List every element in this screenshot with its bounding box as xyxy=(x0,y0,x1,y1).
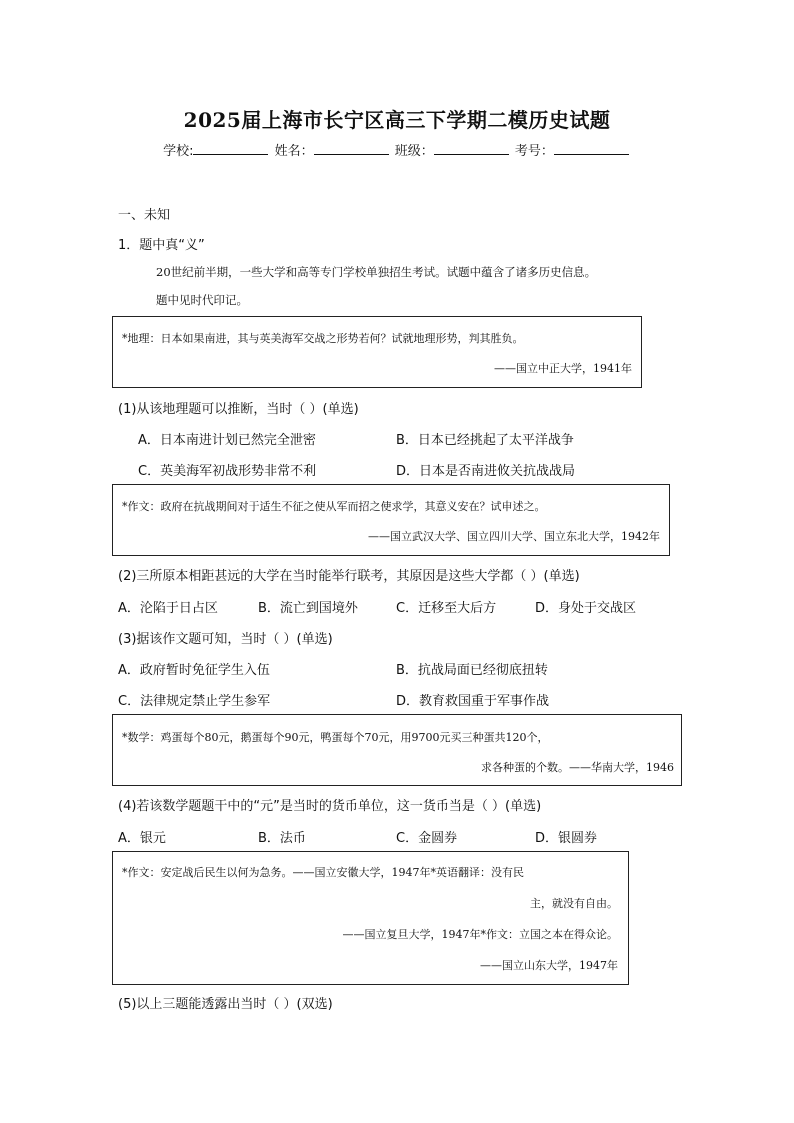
subquestion-4-option-a[interactable]: A．银元 xyxy=(118,831,166,846)
class-label: 班级： xyxy=(394,144,434,159)
subquestion-2-option-b[interactable]: B．流亡到国境外 xyxy=(258,601,358,616)
subquestion-3-option-b[interactable]: B．抗战局面已经彻底扭转 xyxy=(396,663,548,678)
subquestion-1-option-d[interactable]: D．日本是否南进攸关抗战战局 xyxy=(396,464,576,479)
section-heading: 一、未知 xyxy=(118,208,171,223)
question-1-intro-line-2: 题中见时代印记。 xyxy=(156,293,248,307)
subquestion-1-option-c[interactable]: C．英美海军初战形势非常不利 xyxy=(138,464,317,479)
subquestion-1-stem: (1)从该地理题可以推断，当时（ ）(单选) xyxy=(118,402,359,417)
exam-no-label: 考号： xyxy=(514,144,554,159)
source-box-1947-line-1: *作文：安定战后民生以何为急务。——国立安徽大学，1947年*英语翻译：没有民 xyxy=(122,866,524,879)
source-box-essay-1942 xyxy=(112,484,670,556)
subquestion-2-option-d[interactable]: D．身处于交战区 xyxy=(535,601,637,616)
class-blank[interactable] xyxy=(434,142,509,155)
subquestion-3-option-a[interactable]: A．政府暂时免征学生入伍 xyxy=(118,663,270,678)
subquestion-3-option-d[interactable]: D．教育救国重于军事作战 xyxy=(396,694,550,709)
source-box-math-1946-line-2: 求各种蛋的个数。——华南大学，1946 xyxy=(481,761,674,774)
subquestion-3-stem: (3)据该作文题可知，当时（ ）(单选) xyxy=(118,632,333,647)
subquestion-4-stem: (4)若该数学题题干中的“元”是当时的货币单位，这一货币当是（ ）(单选) xyxy=(118,799,542,814)
question-1-intro-line-1: 20世纪前半期，一些大学和高等专门学校单独招生考试。试题中蕴含了诸多历史信息。 xyxy=(156,265,597,279)
source-box-1947-line-3: ——国立复旦大学，1947年*作文：立国之本在得众论。 xyxy=(342,928,618,941)
exam-title: 2025届上海市长宁区高三下学期二模历史试题 xyxy=(183,108,611,132)
source-box-geography-line-1: *地理：日本如果南进，其与英美海军交战之形势若何？试就地理形势，判其胜负。 xyxy=(122,332,524,345)
name-label: 姓名： xyxy=(274,144,314,159)
subquestion-1-option-a[interactable]: A．日本南进计划已然完全泄密 xyxy=(138,433,316,448)
source-box-geography xyxy=(112,316,642,388)
source-box-1947-line-2: 主，就没有自由。 xyxy=(530,897,618,910)
student-info-line xyxy=(0,140,794,159)
name-blank[interactable] xyxy=(314,142,389,155)
subquestion-5-stem: (5)以上三题能透露出当时（ ）(双选) xyxy=(118,997,333,1012)
source-box-1947-line-4: ——国立山东大学，1947年 xyxy=(480,959,618,972)
exam-no-blank[interactable] xyxy=(554,142,629,155)
school-label: 学校: xyxy=(163,144,194,159)
subquestion-2-option-a[interactable]: A．沦陷于日占区 xyxy=(118,601,218,616)
subquestion-3-option-c[interactable]: C．法律规定禁止学生参军 xyxy=(118,694,271,709)
subquestion-2-stem: (2)三所原本相距甚远的大学在当时能举行联考，其原因是这些大学都（ ）(单选) xyxy=(118,569,580,584)
subquestion-4-option-b[interactable]: B．法币 xyxy=(258,831,306,846)
source-box-math-1946-line-1: *数学：鸡蛋每个80元，鹅蛋每个90元，鸭蛋每个70元，用9700元买三种蛋共120个， xyxy=(122,731,549,744)
subquestion-1-option-b[interactable]: B．日本已经挑起了太平洋战争 xyxy=(396,433,574,448)
question-1-heading: 1．题中真“义” xyxy=(118,238,205,253)
source-box-essay-1942-line-1: *作文：政府在抗战期间对于适生不征之使从军而招之使求学，其意义安在？试申述之。 xyxy=(122,500,546,513)
source-box-math-1946 xyxy=(112,714,682,786)
subquestion-2-option-c[interactable]: C．迁移至大后方 xyxy=(396,601,497,616)
school-blank[interactable] xyxy=(193,142,268,155)
source-box-geography-line-2: ——国立中正大学，1941年 xyxy=(494,362,632,375)
subquestion-4-option-c[interactable]: C．金圆券 xyxy=(396,831,458,846)
subquestion-4-option-d[interactable]: D．银圆券 xyxy=(535,831,598,846)
source-box-essay-1942-line-2: ——国立武汉大学、国立四川大学、国立东北大学，1942年 xyxy=(368,530,660,543)
